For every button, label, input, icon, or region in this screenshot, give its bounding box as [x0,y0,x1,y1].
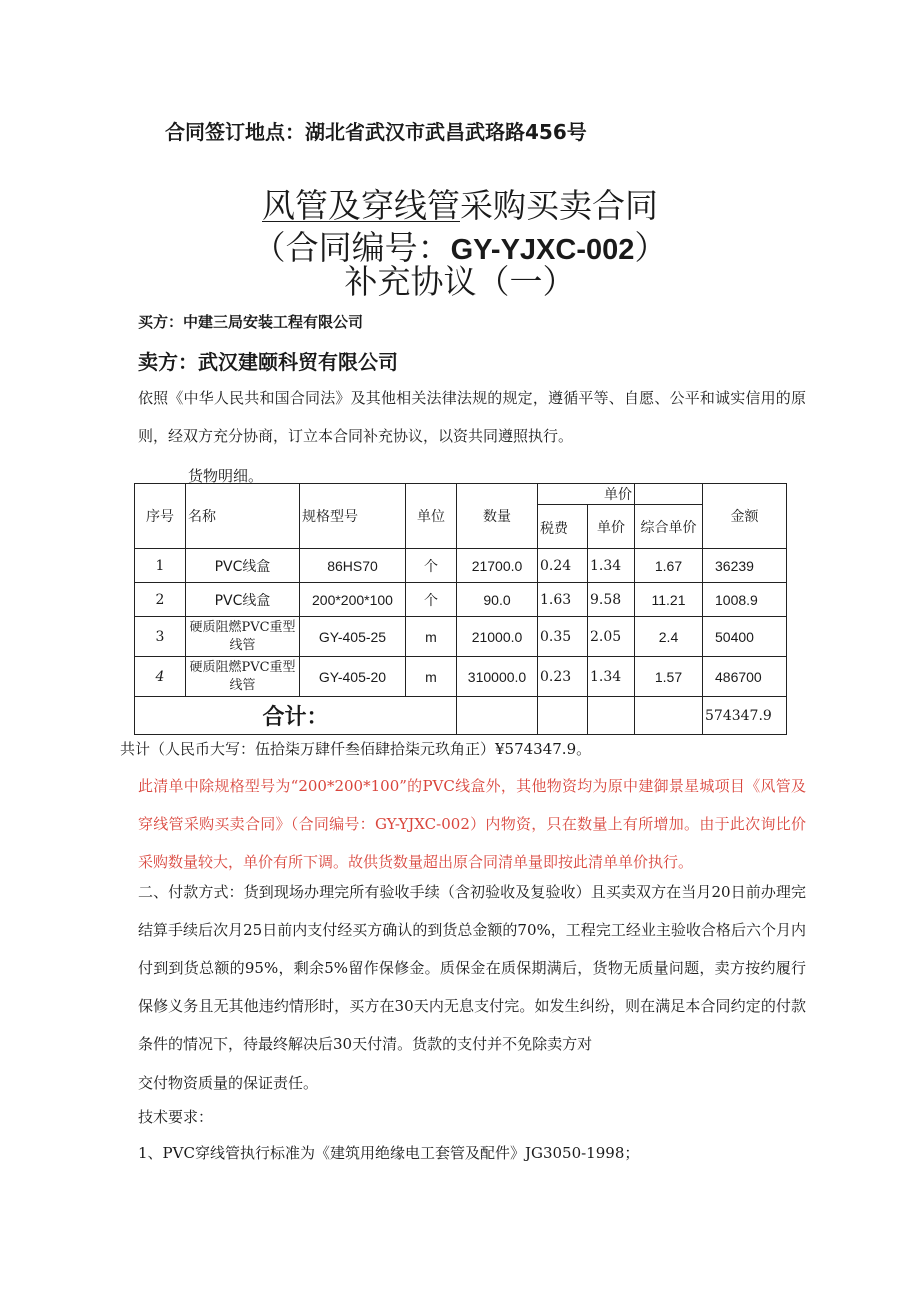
row-tax: 0.24 [538,549,588,583]
signing-place: 合同签订地点：湖北省武汉市武昌武珞路456号 [165,120,587,144]
row-qty: 310000.0 [457,657,538,697]
header-price-group: 单价 [538,484,635,505]
row-price: 9.58 [588,583,635,617]
row-spec: GY-405-25 [300,617,406,657]
title-rest: 采购买卖合同 [460,186,658,225]
header-price-group-blank [635,484,703,505]
row-qty: 90.0 [457,583,538,617]
contract-number-suffix: ） [634,228,668,267]
table-row [135,657,787,697]
row-amount: 1008.9 [703,583,787,617]
row-total-price: 1.57 [635,657,703,697]
table-row [135,617,787,657]
header-total-price: 综合单价 [635,505,703,549]
row-price: 2.05 [588,617,635,657]
row-tax: 0.23 [538,657,588,697]
header-unit-price: 单价 [588,505,635,549]
row-spec: GY-405-20 [300,657,406,697]
sum-amount: 574347.9 [703,697,787,735]
row-seq: 1 [135,549,186,583]
header-amount: 金额 [703,484,787,549]
header-unit: 单位 [406,484,457,549]
contract-number-value: GY-YJXC-002 [450,234,635,266]
sum-empty-total [635,697,703,735]
sum-empty-tax [538,697,588,735]
supplement-title: 补充协议（一） [344,262,576,301]
contract-number-prefix: （合同编号： [252,228,451,267]
row-price: 1.34 [588,549,635,583]
row-name: PVC线盒 [186,583,300,617]
goods-table [134,483,787,735]
row-seq: 3 [135,617,186,657]
buyer: 买方：中建三局安装工程有限公司 [138,313,364,331]
row-price: 1.34 [588,657,635,697]
sum-empty-qty [457,697,538,735]
title-underlined-part: 风管及穿线管 [262,186,460,225]
row-spec: 86HS70 [300,549,406,583]
header-name: 名称 [186,484,300,549]
row-unit: 个 [406,583,457,617]
table-sum-row [135,697,787,735]
row-amount: 486700 [703,657,787,697]
row-tax: 0.35 [538,617,588,657]
row-name: 硬质阻燃PVC重型线管 [186,657,300,697]
row-amount: 36239 [703,549,787,583]
row-unit: m [406,617,457,657]
goods-detail-label: 货物明细。 [188,467,264,485]
row-unit: m [406,657,457,697]
header-qty: 数量 [457,484,538,549]
table-row [135,549,787,583]
row-total-price: 1.67 [635,549,703,583]
tech-requirements-label: 技术要求： [138,1108,214,1126]
row-name: 硬质阻燃PVC重型线管 [186,617,300,657]
row-tax: 1.63 [538,583,588,617]
payment-terms: 二、付款方式：货到现场办理完所有验收手续（含初验收及复验收）且买卖双方在当月20日前办理完结算手续后次月25日前内支付经买方确认的到货总金额的70%，工程完工经业主验收合格后六个月内付到到货总额的95%，剩余5%留作保修金。质保金在质保期满后，货物无质量问题，卖方按约履行保修义务且无其他违约情形时，买方在30天内无息支付完。如发生纠纷，则在满足本合同约定的付款条件的情况下，待最终解决后30天付清。货款的支付并不免除卖方对 [138,883,806,1053]
sum-label: 合计： [135,697,457,735]
row-name: PVC线盒 [186,549,300,583]
quality-guarantee: 交付物资质量的保证责任。 [138,1074,319,1092]
row-qty: 21000.0 [457,617,538,657]
table-row [135,583,787,617]
tech-requirement-1: 1、PVC穿线管执行标准为《建筑用绝缘电工套管及配件》JG3050-1998； [138,1144,640,1162]
header-spec: 规格型号 [300,484,406,549]
row-total-price: 11.21 [635,583,703,617]
intro-paragraph: 依照《中华人民共和国合同法》及其他相关法律法规的规定，遵循平等、自愿、公平和诚实信用的原则，经双方充分协商，订立本合同补充协议，以资共同遵照执行。 [138,389,806,445]
row-seq: 2 [135,583,186,617]
contract-title [0,180,920,227]
header-seq: 序号 [135,484,186,549]
row-amount: 50400 [703,617,787,657]
row-unit: 个 [406,549,457,583]
row-spec: 200*200*100 [300,583,406,617]
price-note: 此清单中除规格型号为“200*200*100”的PVC线盒外，其他物资均为原中建御景星城项目《风管及穿线管采购买卖合同》（合同编号：GY-YJXC-002）内物资，只在数量上有所增加。由于此次询比价采购数量较大，单价有所下调。故供货数量超出原合同清单量即按此清单单价执行。 [138,777,806,871]
header-tax: 税费 [538,505,588,549]
row-qty: 21700.0 [457,549,538,583]
row-total-price: 2.4 [635,617,703,657]
row-seq: 4 [135,657,186,697]
total-in-words: 共计（人民币大写：伍拾柒万肆仟叁佰肆拾柒元玖角正）¥574347.9。 [120,740,592,758]
seller: 卖方：武汉建颐科贸有限公司 [138,350,398,374]
sum-empty-price [588,697,635,735]
